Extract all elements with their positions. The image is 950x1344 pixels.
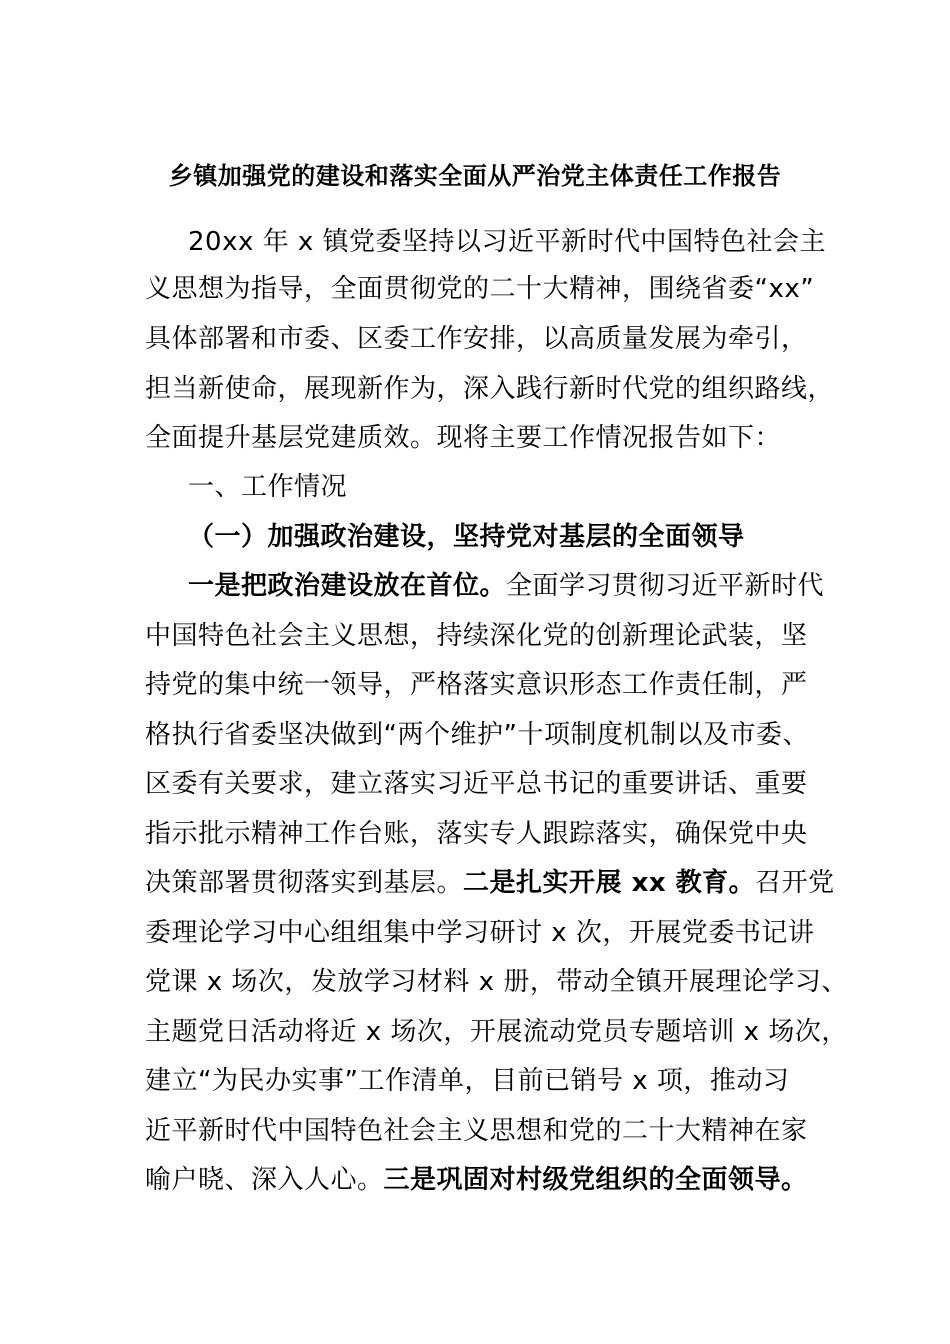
section-heading: 一、工作情况 [188,472,348,502]
body-line-11: 建立“为民办实事”工作清单，目前已销号 x 项，推动习 [145,1066,790,1096]
body-line-7 [145,863,835,903]
body-line-6: 指示批示精神工作台账，落实专人跟踪落实，确保党中央 [145,819,808,849]
document-title: 乡镇加强党的建设和落实全面从严治党主体责任工作报告 [168,162,782,190]
intro-line-5: 全面提升基层党建质效。现将主要工作情况报告如下： [145,423,782,453]
body-line-10: 主题党日活动将近 x 场次，开展流动党员专题培训 x 场次， [145,1017,848,1047]
point2-text: 召开党 [755,868,835,898]
body-line-9: 党课 x 场次，发放学习材料 x 册，带动全镇开展理论学习、 [145,967,848,997]
point1-heading: 一是把政治建设放在首位。 [188,571,507,601]
last-line-text: 喻户晓、深入人心。 [145,1165,384,1195]
body-line-5: 区委有关要求，建立落实习近平总书记的重要讲话、重要 [145,769,808,799]
subsection-heading: （一）加强政治建设，坚持党对基层的全面领导 [188,522,745,552]
body-line-2: 中国特色社会主义思想，持续深化党的创新理论武装，坚 [145,621,808,651]
intro-line-4: 担当新使命，展现新作为，深入践行新时代党的组织路线， [145,374,835,404]
point1-text: 全面学习贯彻习近平新时代 [506,571,825,601]
point3-heading: 三是巩固对村级党组织的全面领导。 [383,1165,808,1195]
body-line-4: 格执行省委坚决做到“两个维护”十项制度机制以及市委、 [145,720,809,750]
intro-line-3: 具体部署和市委、区委工作安排，以高质量发展为牵引， [145,324,808,354]
body-line-12: 近平新时代中国特色社会主义思想和党的二十大精神在家 [145,1116,808,1146]
point1-end: 决策部署贯彻落实到基层。 [145,868,464,898]
body-line-13 [145,1160,808,1200]
intro-line-2: 义思想为指导，全面贯彻党的二十大精神，围绕省委“xx” [145,274,815,304]
intro-line-1: 20xx 年 x 镇党委坚持以习近平新时代中国特色社会主 [188,227,827,257]
body-line-3: 持党的集中统一领导，严格落实意识形态工作责任制，严 [145,670,808,700]
body-line-1 [188,566,824,606]
point2-heading: 二是扎实开展 xx 教育。 [463,868,756,898]
body-line-8: 委理论学习中心组组集中学习研讨 x 次，开展党委书记讲 [145,918,815,948]
